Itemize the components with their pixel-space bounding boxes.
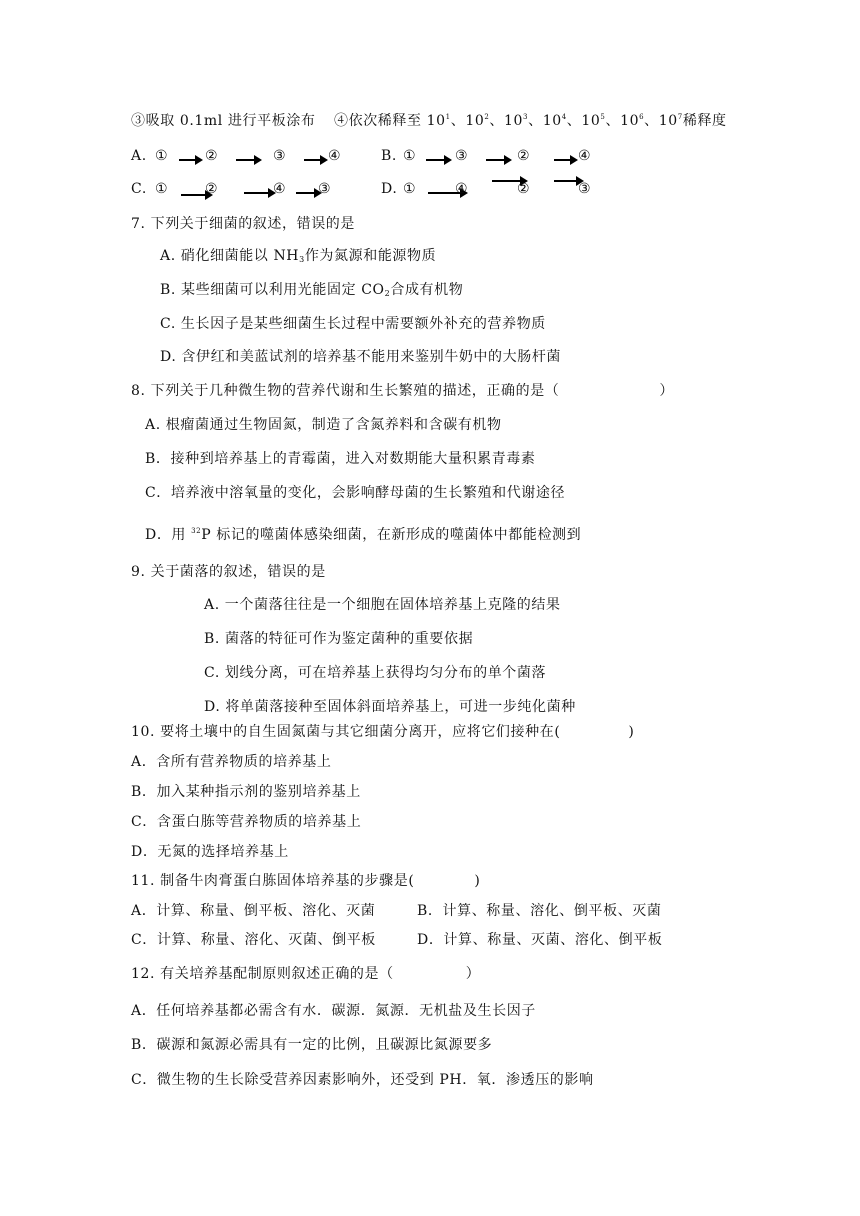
q6-step-4: ④依次稀释至 $10^1$、$10^2$、$10^3$、$10^4$、$10^5$、$10^6$、$10^7$稀释度 — [334, 113, 727, 129]
q7-option-b: B. 某些细菌可以利用光能固定 $CO_2$合成有机物 — [160, 282, 464, 298]
arrow-icon — [426, 159, 450, 161]
q9-option-c: C. 划线分离，可在培养基上获得均匀分布的单个菌落 — [204, 665, 547, 681]
step-symbol: ③ — [318, 181, 332, 197]
step-symbol: ② — [205, 181, 219, 197]
q10-option-a: A．含所有营养物质的培养基上 — [131, 754, 332, 770]
q11-option-c: C．计算、称量、溶化、灭菌、倒平板 — [131, 932, 376, 948]
option-label: A. — [131, 148, 147, 164]
q7-option-c: C. 生长因子是某些细菌生长过程中需要额外补充的营养物质 — [160, 316, 546, 332]
q8-option-a: A. 根瘤菌通过生物固氮，制造了含氮养料和含碳有机物 — [145, 417, 502, 433]
step-symbol: ① — [155, 181, 169, 197]
q10-option-d: D．无氮的选择培养基上 — [131, 844, 289, 860]
q7-stem: 7. 下列关于细菌的叙述，错误的是 — [131, 216, 356, 232]
arrow-icon — [236, 159, 260, 161]
q10-stem: 10. 要将土壤中的自生固氮菌与其它细菌分离开，应将它们接种在( ) — [131, 724, 635, 740]
step-symbol: ④ — [273, 181, 287, 197]
step-symbol: ④ — [455, 181, 469, 197]
q11-option-a: A．计算、称量、倒平板、溶化、灭菌 — [131, 903, 376, 919]
step-symbol: ② — [205, 148, 219, 164]
step-symbol: ③ — [578, 181, 592, 197]
step-symbol: ② — [517, 148, 531, 164]
q8-stem: 8. 下列关于几种微生物的营养代谢和生长繁殖的描述，正确的是（ ） — [131, 383, 675, 399]
q12-option-b: B．碳源和氮源必需具有一定的比例，且碳源比氮源要多 — [131, 1037, 493, 1053]
step-symbol: ③ — [273, 148, 287, 164]
q7-option-d: D. 含伊红和美蓝试剂的培养基不能用来鉴别牛奶中的大肠杆菌 — [160, 349, 562, 365]
q6-step-3: ③吸取 0.1ml 进行平板涂布 — [131, 113, 316, 129]
step-symbol: ④ — [578, 148, 592, 164]
q9-option-d: D. 将单菌落接种至固体斜面培养基上，可进一步纯化菌种 — [204, 699, 576, 715]
q9-stem: 9. 关于菌落的叙述，错误的是 — [131, 564, 326, 580]
step-symbol: ① — [403, 148, 417, 164]
q10-option-c: C．含蛋白胨等营养物质的培养基上 — [131, 814, 362, 830]
q7-option-a: A. 硝化细菌能以 $NH_3$作为氮源和能源物质 — [160, 248, 437, 264]
q12-stem: 12. 有关培养基配制原则叙述正确的是（ ） — [131, 966, 481, 982]
option-label: C. — [131, 181, 147, 197]
step-symbol: ④ — [328, 148, 342, 164]
step-symbol: ③ — [455, 148, 469, 164]
option-label: D. — [381, 181, 398, 197]
q12-option-c: C．微生物的生长除受营养因素影响外，还受到 PH．氧．渗透压的影响 — [131, 1072, 594, 1088]
q8-option-d: D．用 $^{32}$P 标记的噬菌体感染细菌，在新形成的噬菌体中都能检测到 — [145, 527, 582, 543]
q11-option-b: B．计算、称量、溶化、倒平板、灭菌 — [417, 903, 662, 919]
q11-stem: 11. 制备牛肉膏蛋白胨固体培养基的步骤是( ) — [131, 873, 481, 889]
q8-option-b: B．接种到培养基上的青霉菌，进入对数期能大量积累青毒素 — [145, 451, 536, 467]
arrow-icon — [179, 159, 201, 161]
arrow-icon — [244, 192, 274, 194]
arrow-icon — [304, 159, 326, 161]
q11-option-d: D．计算、称量、灭菌、溶化、倒平板 — [417, 932, 663, 948]
q8-option-c: C．培养液中溶氧量的变化，会影响酵母菌的生长繁殖和代谢途径 — [145, 485, 566, 501]
arrow-icon — [486, 159, 510, 161]
option-label: B. — [381, 148, 397, 164]
q12-option-a: A．任何培养基都必需含有水．碳源．氮源．无机盐及生长因子 — [131, 1003, 536, 1019]
q10-option-b: B．加入某种指示剂的鉴别培养基上 — [131, 784, 361, 800]
arrow-icon — [554, 159, 576, 161]
q9-option-b: B. 菌落的特征可作为鉴定菌种的重要依据 — [204, 631, 474, 647]
arrow-icon — [296, 192, 320, 194]
step-symbol: ① — [155, 148, 169, 164]
step-symbol: ② — [517, 181, 531, 197]
q9-option-a: A. 一个菌落往往是一个细胞在固体培养基上克隆的结果 — [204, 597, 561, 613]
step-symbol: ① — [403, 181, 417, 197]
